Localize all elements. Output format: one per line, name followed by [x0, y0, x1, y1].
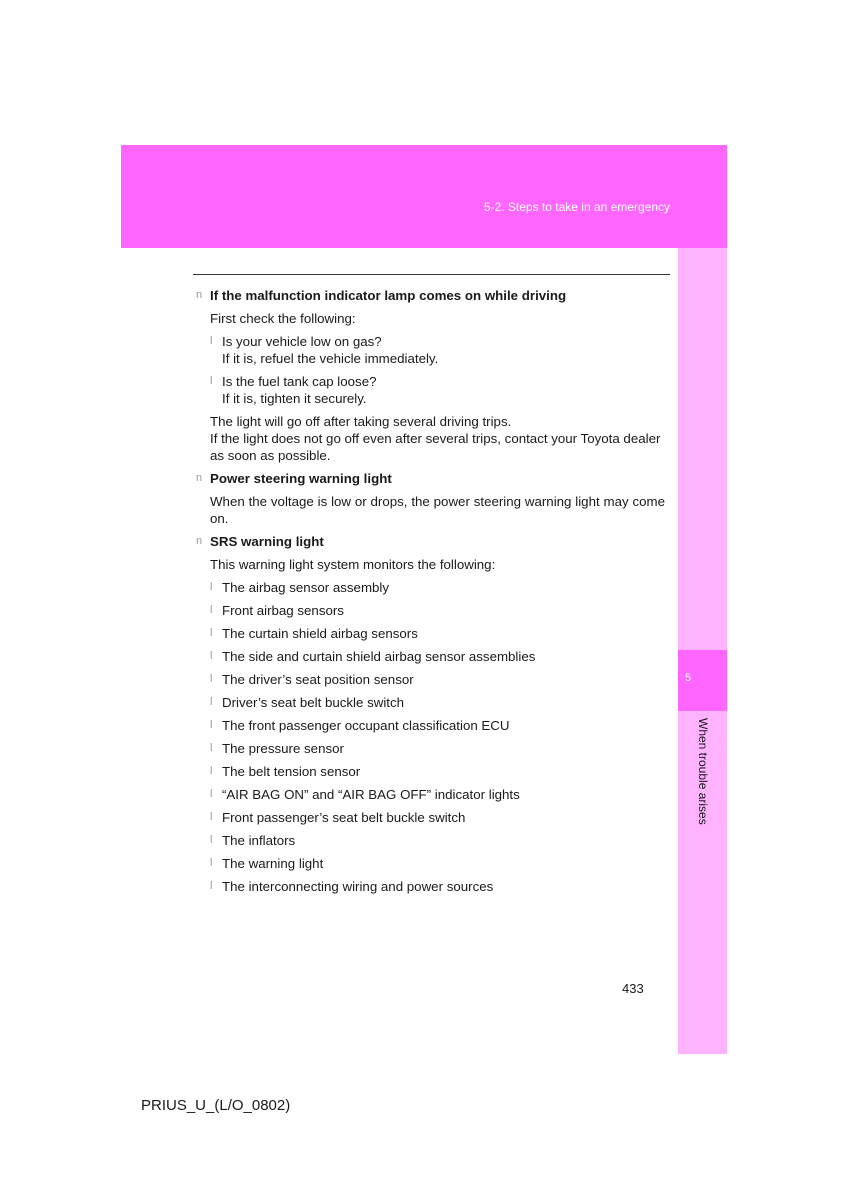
content [196, 287, 665, 895]
section-heading-text: Power steering warning light [210, 471, 392, 486]
bullet-marker: l [210, 696, 213, 708]
list-item-text: The side and curtain shield airbag sensor assemblies [222, 649, 536, 664]
list-item-text: The pressure sensor [222, 741, 344, 756]
list-item [196, 786, 665, 803]
list-item-text: Driver’s seat belt buckle switch [222, 695, 405, 710]
header-band [121, 145, 727, 248]
list-item-text: Front passenger’s seat belt buckle switch [222, 810, 466, 825]
check-question: Is your vehicle low on gas? [222, 334, 382, 349]
list-item-text: The belt tension sensor [222, 764, 361, 779]
paragraph-line: The light will go off after taking several driving trips. [210, 414, 512, 429]
bullet-marker: l [210, 375, 213, 387]
list-item [196, 333, 665, 367]
list-item-text: The driver’s seat position sensor [222, 672, 414, 687]
list-item [196, 878, 665, 895]
list-item-text: The airbag sensor assembly [222, 580, 390, 595]
bullet-marker: l [210, 650, 213, 662]
bullet-marker: l [210, 627, 213, 639]
section-label: 5-2. Steps to take in an emergency [483, 200, 670, 214]
list-item [196, 373, 665, 407]
bullet-marker: l [210, 765, 213, 777]
list-item-text: The curtain shield airbag sensors [222, 626, 418, 641]
top-rule [193, 274, 670, 275]
bullet-marker: l [210, 857, 213, 869]
section-heading [196, 470, 665, 487]
list-item [196, 602, 665, 619]
list-item-text: Front airbag sensors [222, 603, 344, 618]
bullet-marker: l [210, 811, 213, 823]
bullet-marker: l [210, 788, 213, 800]
list-item-text: The front passenger occupant classification ECU [222, 718, 510, 733]
bullet-marker: l [210, 719, 213, 731]
list-item [196, 671, 665, 688]
chapter-number: 5 [685, 672, 692, 684]
list-item [196, 809, 665, 826]
section-heading [196, 533, 665, 550]
section-heading-text: If the malfunction indicator lamp comes on while driving [210, 288, 567, 303]
section-heading [196, 287, 665, 304]
list-item [196, 717, 665, 734]
bullet-marker: l [210, 604, 213, 616]
list-item-text: The warning light [222, 856, 324, 871]
section-heading-text: SRS warning light [210, 534, 324, 549]
list-item [196, 740, 665, 757]
list-item-text: The interconnecting wiring and power sources [222, 879, 494, 894]
section-marker: n [196, 289, 203, 301]
list-item [196, 625, 665, 642]
check-question: Is the fuel tank cap loose? [222, 374, 377, 389]
list-item-text: “AIR BAG ON” and “AIR BAG OFF” indicator lights [222, 787, 520, 802]
page-number: 433 [622, 981, 644, 996]
chapter-number-box [678, 650, 727, 711]
paragraph-line: If the light does not go off even after several trips, contact your Toyota dealer as soon as possible. [210, 431, 661, 463]
list-item [196, 763, 665, 780]
bullet-marker: l [210, 834, 213, 846]
section-marker: n [196, 472, 203, 484]
list-item [196, 648, 665, 665]
list-item [196, 832, 665, 849]
paragraph [196, 413, 665, 464]
bullet-marker: l [210, 742, 213, 754]
list-item [196, 694, 665, 711]
bullet-marker: l [210, 673, 213, 685]
check-action: If it is, tighten it securely. [222, 391, 367, 406]
section-marker: n [196, 535, 203, 547]
paragraph: When the voltage is low or drops, the power steering warning light may come on. [210, 494, 665, 526]
bullet-marker: l [210, 880, 213, 892]
paragraph: First check the following: [210, 311, 356, 326]
paragraph: This warning light system monitors the following: [210, 557, 496, 572]
bullet-marker: l [210, 581, 213, 593]
document-code: PRIUS_U_(L/O_0802) [141, 1097, 291, 1114]
check-action: If it is, refuel the vehicle immediately. [222, 351, 439, 366]
list-item-text: The inflators [222, 833, 296, 848]
chapter-title: When trouble arises [696, 718, 710, 825]
bullet-marker: l [210, 335, 213, 347]
list-item [196, 579, 665, 596]
list-item [196, 855, 665, 872]
